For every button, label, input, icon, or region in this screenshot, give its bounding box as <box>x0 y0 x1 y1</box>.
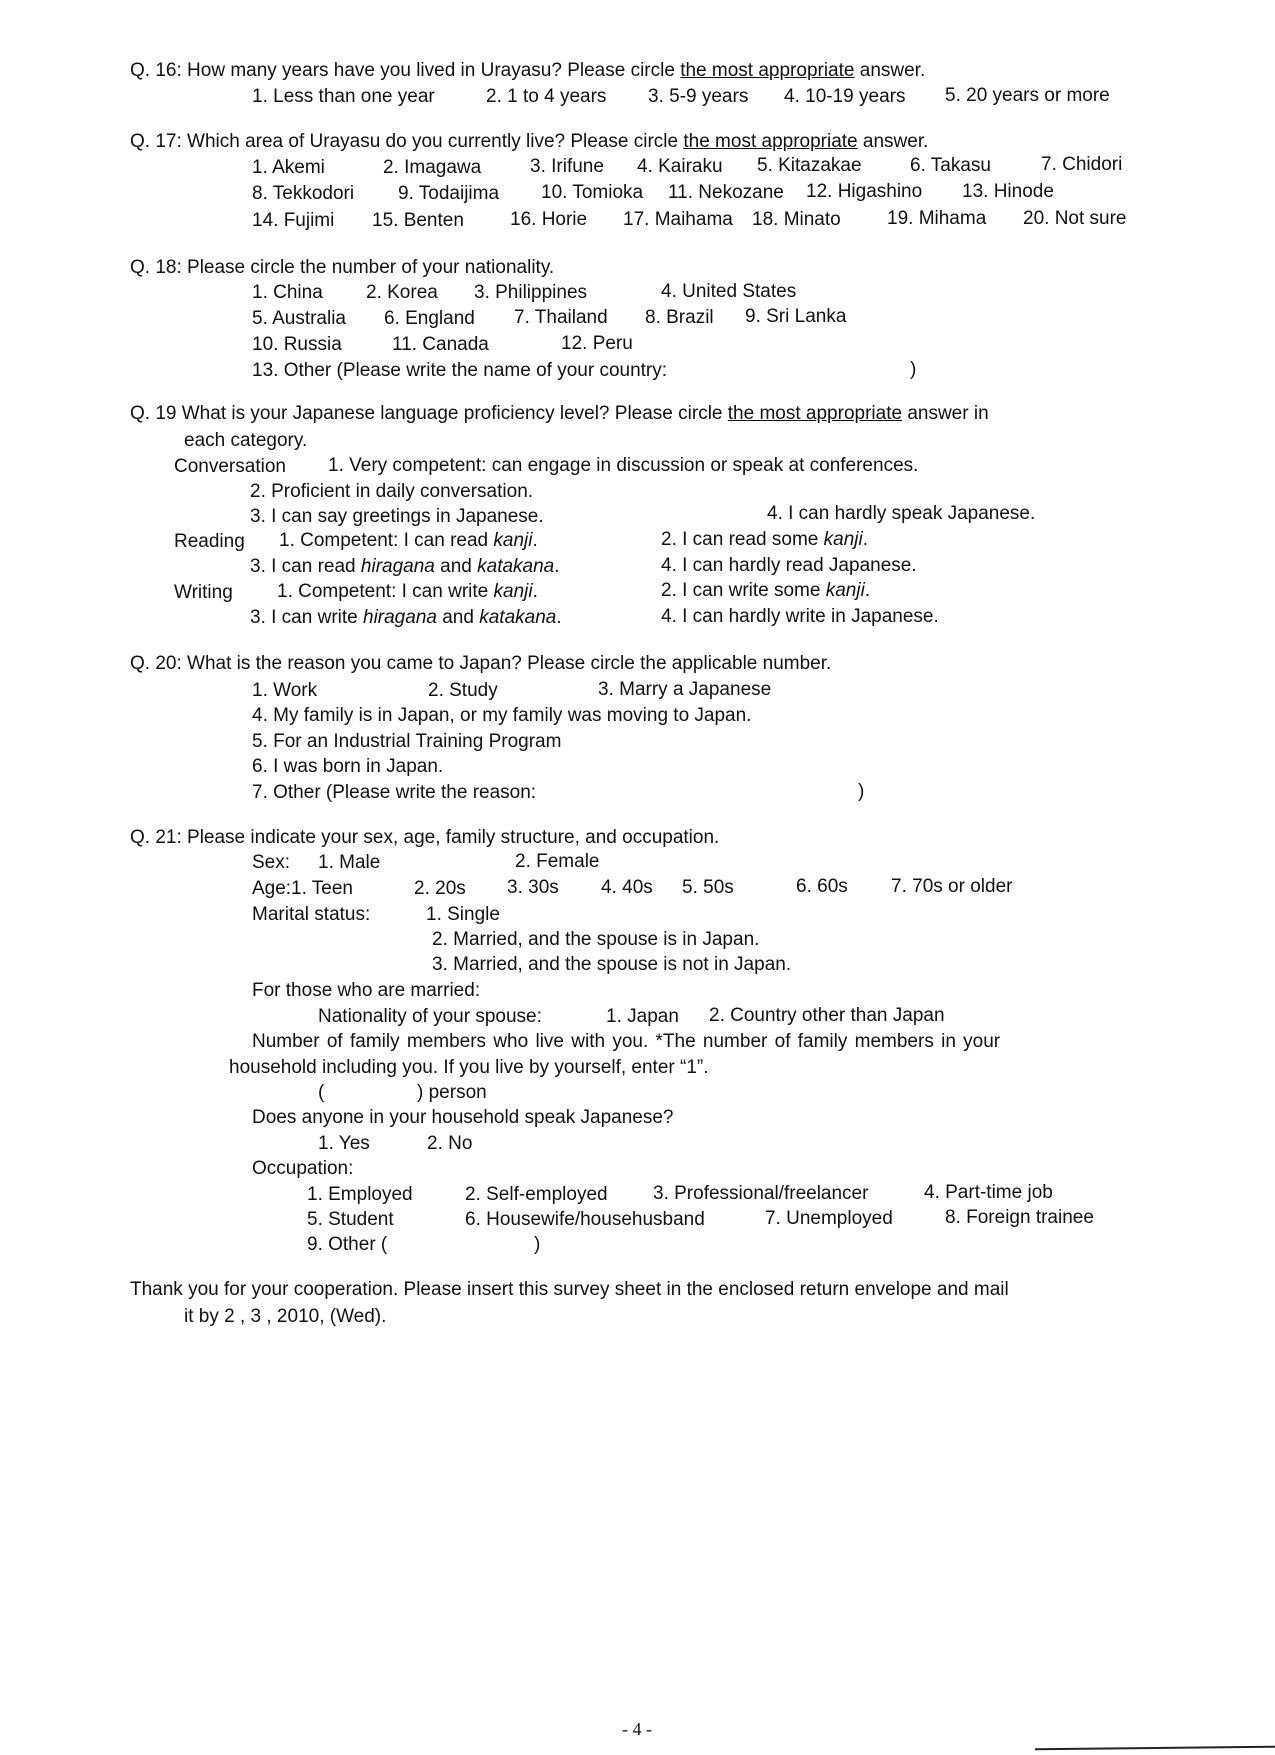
q16-emphasis: the most appropriate <box>680 60 855 81</box>
q17-option-2: 2. Imagawa <box>383 157 482 178</box>
q20-option-4: 4. My family is in Japan, or my family was moving to Japan. <box>252 705 752 726</box>
q17-option-15: 15. Benten <box>372 210 464 231</box>
q19-writing-option-3-hiragana: hiragana <box>363 607 437 628</box>
q18-question: Q. 18: Please circle the number of your nationality. <box>130 257 555 278</box>
q17-option-5: 5. Kitazakae <box>757 155 862 176</box>
q19-writing-option-1 <box>277 582 538 601</box>
q19-reading-option-1 <box>279 531 538 550</box>
q17-emphasis: the most appropriate <box>683 131 858 152</box>
q21-age-option-3: 3. 30s <box>507 877 559 898</box>
q20-option-6: 6. I was born in Japan. <box>252 756 444 777</box>
q17-option-4: 4. Kairaku <box>637 156 723 177</box>
q21-marital-option-2: 2. Married, and the spouse is in Japan. <box>432 929 760 950</box>
q21-marital-option-1: 1. Single <box>426 904 500 925</box>
q19-conversation-option-2: 2. Proficient in daily conversation. <box>250 481 534 502</box>
q21-speak-question: Does anyone in your household speak Japanese? <box>252 1107 674 1128</box>
q19-question-end: answer in <box>902 403 989 424</box>
q17-option-18: 18. Minato <box>752 209 841 230</box>
q21-marital-option-3: 3. Married, and the spouse is not in Japan. <box>432 954 792 975</box>
q21-age-label: Age: <box>252 878 292 899</box>
q17-option-8: 8. Tekkodori <box>252 183 355 204</box>
q18-option-8: 8. Brazil <box>645 307 714 328</box>
q18-option-3: 3. Philippines <box>474 282 588 303</box>
q18-option-10: 10. Russia <box>252 334 342 355</box>
q19-reading-option-3-text: 3. I can read <box>250 556 361 577</box>
q21-speak-option-2: 2. No <box>427 1133 473 1154</box>
q19-reading-option-3-hiragana: hiragana <box>360 556 435 577</box>
q20-option-1: 1. Work <box>252 680 318 701</box>
q17-option-1: 1. Akemi <box>252 157 325 178</box>
q19-writing-option-3-and: and <box>436 607 480 628</box>
q21-occupation-option-1: 1. Employed <box>307 1184 413 1205</box>
q21-occupation-other-close: ) <box>534 1234 541 1255</box>
bottom-edge-line <box>1035 1746 1275 1751</box>
q18-option-12: 12. Peru <box>561 333 633 354</box>
q16-option-2: 2. 1 to 4 years <box>486 86 607 107</box>
q21-age-option-7: 7. 70s or older <box>891 876 1013 897</box>
q19-writing-option-2-text: 2. I can write some <box>661 580 826 601</box>
closing-line2: it by 2 , 3 , 2010, (Wed). <box>184 1306 387 1327</box>
q18-option-5: 5. Australia <box>252 308 346 329</box>
closing-line1: Thank you for your cooperation. Please insert this survey sheet in the enclosed return envelope and mail <box>130 1279 1009 1300</box>
q19-writing-option-1-kanji: kanji <box>493 581 533 602</box>
q19-reading-option-2 <box>661 530 868 549</box>
q19-writing-option-3-text: 3. I can write <box>250 607 363 628</box>
q20-other-close: ) <box>858 781 865 802</box>
q17-option-16: 16. Horie <box>510 209 588 230</box>
q17-option-11: 11. Nekozane <box>668 182 784 203</box>
q19-conversation-option-4: 4. I can hardly speak Japanese. <box>767 503 1036 524</box>
q21-age-option-5: 5. 50s <box>682 877 734 898</box>
q21-question: Q. 21: Please indicate your sex, age, family structure, and occupation. <box>130 827 720 848</box>
q17-option-14: 14. Fujimi <box>252 210 335 231</box>
q21-spouse-option-1: 1. Japan <box>606 1006 679 1027</box>
q21-marital-label: Marital status: <box>252 904 371 925</box>
q21-occupation-label: Occupation: <box>252 1158 354 1179</box>
q19-reading-option-1-end: . <box>532 530 538 551</box>
q21-age-option-2: 2. 20s <box>414 878 466 899</box>
q18-option-9: 9. Sri Lanka <box>745 306 847 327</box>
q21-occupation-option-9: 9. Other ( <box>307 1234 388 1255</box>
q16-question <box>130 61 925 80</box>
q18-option-7: 7. Thailand <box>514 307 608 328</box>
q19-writing-option-2-kanji: kanji <box>825 580 865 601</box>
q20-option-5: 5. For an Industrial Training Program <box>252 731 562 752</box>
q16-option-5: 5. 20 years or more <box>945 85 1110 106</box>
q16-option-4: 4. 10-19 years <box>784 86 906 107</box>
q21-occupation-option-6: 6. Housewife/househusband <box>465 1209 705 1230</box>
q19-reading-option-4: 4. I can hardly read Japanese. <box>661 555 917 576</box>
q19-reading-option-2-kanji: kanji <box>823 529 863 550</box>
q17-question-text: Q. 17: Which area of Urayasu do you currently live? Please circle <box>130 131 684 152</box>
q19-reading-option-2-text: 2. I can read some <box>661 529 824 550</box>
q20-question: Q. 20: What is the reason you came to Japan? Please circle the applicable number. <box>130 653 832 674</box>
q21-sex-option-1: 1. Male <box>318 852 381 873</box>
q19-reading-option-3-katakana: katakana <box>477 556 555 577</box>
q21-occupation-option-4: 4. Part-time job <box>924 1182 1053 1203</box>
q21-speak-option-1: 1. Yes <box>318 1133 370 1154</box>
q19-reading-option-1-text: 1. Competent: I can read <box>279 530 494 551</box>
q17-option-20: 20. Not sure <box>1023 208 1127 229</box>
q19-reading-option-1-kanji: kanji <box>493 530 533 551</box>
q19-emphasis: the most appropriate <box>727 403 903 424</box>
q19-reading-option-3-end: . <box>554 556 560 577</box>
q17-option-12: 12. Higashino <box>806 181 923 202</box>
q17-option-17: 17. Maihama <box>623 209 733 230</box>
q21-sex-label: Sex: <box>252 852 291 873</box>
q19-writing-option-3-end: . <box>556 607 562 628</box>
q20-option-3: 3. Marry a Japanese <box>598 679 772 700</box>
q19-writing-option-2-end: . <box>864 580 871 601</box>
q17-option-19: 19. Mihama <box>887 208 987 229</box>
q17-option-10: 10. Tomioka <box>541 182 644 203</box>
q19-writing-option-2 <box>661 581 870 600</box>
q19-conversation-option-1: 1. Very competent: can engage in discussion or speak at conferences. <box>328 455 919 476</box>
q16-option-1: 1. Less than one year <box>252 86 435 107</box>
q20-option-7: 7. Other (Please write the reason: <box>252 782 537 803</box>
q19-reading-label: Reading <box>174 531 245 552</box>
q19-question-line2: each category. <box>184 430 308 451</box>
q21-age-option-6: 6. 60s <box>796 876 848 897</box>
q19-conversation-label: Conversation <box>174 456 286 477</box>
q17-option-6: 6. Takasu <box>910 155 991 176</box>
q18-option-2: 2. Korea <box>366 282 438 303</box>
q21-occupation-option-5: 5. Student <box>307 1209 394 1230</box>
q17-question <box>130 132 928 151</box>
q21-age-option-4: 4. 40s <box>601 877 653 898</box>
q21-occupation-option-3: 3. Professional/freelancer <box>653 1183 869 1204</box>
page-number: - 4 - <box>622 1719 652 1739</box>
q19-writing-option-4: 4. I can hardly write in Japanese. <box>661 606 939 627</box>
q21-occupation-option-2: 2. Self-employed <box>465 1184 608 1205</box>
q19-question-text: Q. 19 What is your Japanese language proficiency level? Please circle <box>130 403 728 424</box>
q21-family-line2: household including you. If you live by yourself, enter “1”. <box>229 1057 709 1078</box>
q19-writing-option-3-katakana: katakana <box>479 607 557 628</box>
q17-option-13: 13. Hinode <box>962 181 1054 202</box>
q16-question-end: answer. <box>854 60 926 81</box>
q19-writing-option-1-text: 1. Competent: I can write <box>277 581 494 602</box>
q18-option-1: 1. China <box>252 282 323 303</box>
q19-writing-option-3 <box>250 608 562 627</box>
q21-sex-option-2: 2. Female <box>515 851 600 872</box>
q18-option-11: 11. Canada <box>392 334 489 355</box>
q18-other-close: ) <box>910 359 917 380</box>
q21-person-close: ) person <box>417 1082 487 1103</box>
q17-option-9: 9. Todaijima <box>398 183 500 204</box>
q18-option-6: 6. England <box>384 308 475 329</box>
q19-reading-option-2-end: . <box>862 529 869 550</box>
q17-option-7: 7. Chidori <box>1041 154 1123 175</box>
q16-question-text: Q. 16: How many years have you lived in Urayasu? Please circle <box>130 60 681 81</box>
q18-option-13: 13. Other (Please write the name of your country: <box>252 360 668 381</box>
q21-occupation-option-7: 7. Unemployed <box>765 1208 893 1229</box>
q21-occupation-option-8: 8. Foreign trainee <box>945 1207 1094 1228</box>
q19-reading-option-3 <box>250 557 560 576</box>
q18-option-4: 4. United States <box>661 281 797 302</box>
q19-conversation-option-3: 3. I can say greetings in Japanese. <box>250 506 544 527</box>
q19-writing-option-1-end: . <box>532 581 538 602</box>
q21-spouse-option-2: 2. Country other than Japan <box>709 1005 945 1026</box>
q17-option-3: 3. Irifune <box>530 156 604 177</box>
q21-married-intro: For those who are married: <box>252 980 481 1001</box>
q20-option-2: 2. Study <box>428 680 498 701</box>
q21-age-option-1: 1. Teen <box>291 878 353 899</box>
q19-writing-label: Writing <box>174 582 233 603</box>
q16-option-3: 3. 5-9 years <box>648 86 749 107</box>
q19-reading-option-3-and: and <box>434 556 478 577</box>
q21-family-line1: Number of family members who live with you. *The number of family members in your <box>252 1031 1001 1052</box>
q19-question <box>130 404 989 423</box>
q21-person-open: ( <box>318 1082 325 1103</box>
q17-question-end: answer. <box>857 131 929 152</box>
q21-spouse-label: Nationality of your spouse: <box>318 1006 542 1027</box>
